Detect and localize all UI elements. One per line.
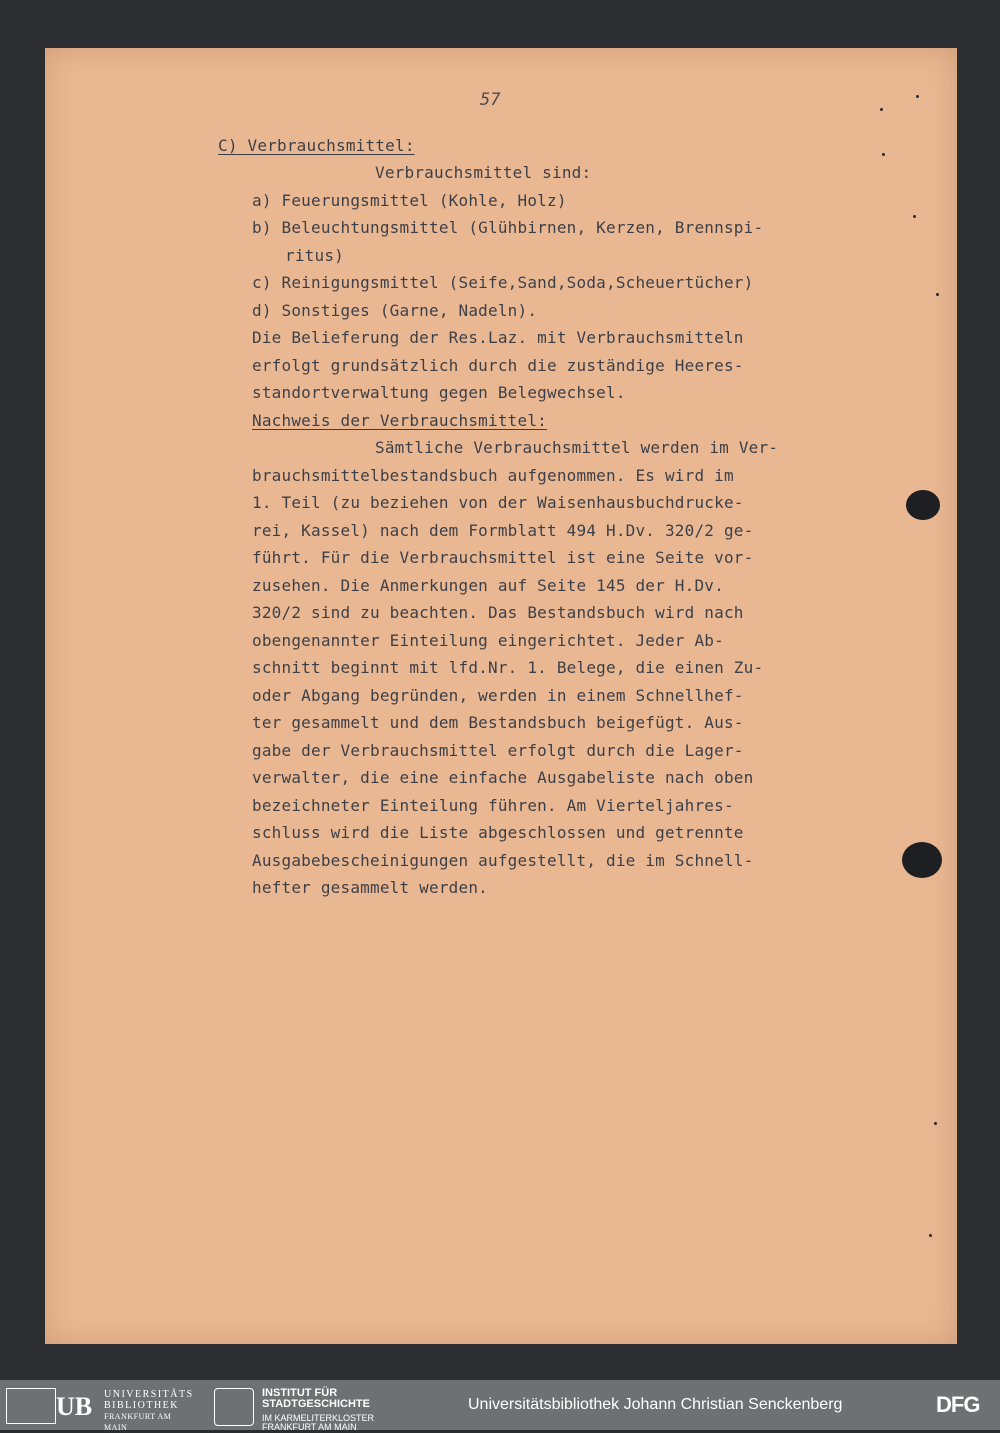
text-line: schnitt beginnt mit lfd.Nr. 1. Belege, die einen Zu- — [252, 658, 764, 677]
ub-logo[interactable] — [6, 1388, 196, 1432]
subsection-heading: Nachweis der Verbrauchsmittel: — [252, 411, 547, 430]
text-line: ter gesammelt und dem Bestandsbuch beigefügt. Aus- — [252, 713, 744, 732]
paper-speck — [880, 108, 883, 111]
text-line: 320/2 sind zu beachten. Das Bestandsbuch wird nach — [252, 603, 744, 622]
text-line: erfolgt grundsätzlich durch die zuständige Heeres- — [252, 356, 744, 375]
text-line: a) Feuerungsmittel (Kohle, Holz) — [252, 191, 567, 210]
arch-icon — [214, 1388, 254, 1426]
footer-title: Universitätsbibliothek Johann Christian Senckenberg — [468, 1396, 843, 1413]
text-line: rei, Kassel) nach dem Formblatt 494 H.Dv. 320/2 ge- — [252, 521, 754, 540]
text-line: ritus) — [285, 246, 344, 265]
text-line: Ausgabebescheinigungen aufgestellt, die im Schnell- — [252, 851, 754, 870]
punch-hole — [902, 842, 942, 878]
paper-speck — [882, 153, 885, 156]
ub-name — [104, 1389, 196, 1433]
text-line: verwalter, die eine einfache Ausgabeliste nach oben — [252, 768, 754, 787]
text-line: gabe der Verbrauchsmittel erfolgt durch die Lager- — [252, 741, 744, 760]
isg-line: IM KARMELITERKLOSTER — [262, 1413, 375, 1423]
paper-speck — [916, 95, 919, 98]
isg-line: INSTITUT FÜR — [262, 1387, 338, 1399]
isg-name — [262, 1388, 370, 1410]
portrait-icon — [6, 1388, 56, 1424]
text-line: b) Beleuchtungsmittel (Glühbirnen, Kerzen, Brennspi- — [252, 218, 764, 237]
text-line: hefter gesammelt werden. — [252, 878, 488, 897]
isg-logo[interactable] — [214, 1386, 414, 1432]
text-line: Die Belieferung der Res.Laz. mit Verbrauchsmitteln — [252, 328, 744, 347]
text-line: Sämtliche Verbrauchsmittel werden im Ver- — [375, 438, 779, 457]
text-line: standortverwaltung gegen Belegwechsel. — [252, 383, 626, 402]
ub-line: UNIVERSITÄTS — [104, 1389, 194, 1400]
ub-line: BIBLIOTHEK — [104, 1400, 179, 1411]
text-line: zusehen. Die Anmerkungen auf Seite 145 der H.Dv. — [252, 576, 724, 595]
text-line: führt. Für die Verbrauchsmittel ist eine Seite vor- — [252, 548, 754, 567]
punch-hole — [906, 490, 940, 520]
dfg-logo[interactable]: DFG — [936, 1392, 980, 1417]
isg-line: STADTGESCHICHTE — [262, 1398, 370, 1410]
text-line: 1. Teil (zu beziehen von der Waisenhausbuchdrucke- — [252, 493, 744, 512]
text-line: d) Sonstiges (Garne, Nadeln). — [252, 301, 538, 320]
text-line: obengenannter Einteilung eingerichtet. Jeder Ab- — [252, 631, 724, 650]
isg-line: FRANKFURT AM MAIN — [262, 1422, 357, 1432]
paper-speck — [934, 1122, 937, 1125]
paper-speck — [936, 293, 939, 296]
ub-letters: UB — [56, 1392, 93, 1421]
paper-speck — [929, 1234, 932, 1237]
paper-speck — [913, 215, 916, 218]
isg-subtitle — [262, 1414, 374, 1432]
ub-line: FRANKFURT AM MAIN — [104, 1412, 172, 1432]
text-line: bezeichneter Einteilung führen. Am Vierteljahres- — [252, 796, 734, 815]
text-line: schluss wird die Liste abgeschlossen und getrennte — [252, 823, 744, 842]
footer-bar — [0, 1380, 1000, 1430]
page-number: 57 — [480, 90, 501, 110]
text-line: brauchsmittelbestandsbuch aufgenommen. Es wird im — [252, 466, 734, 485]
text-line: Verbrauchsmittel sind: — [375, 163, 592, 182]
text-line: c) Reinigungsmittel (Seife,Sand,Soda,Scheuertücher) — [252, 273, 754, 292]
section-heading: C) Verbrauchsmittel: — [218, 136, 415, 155]
text-line: oder Abgang begründen, werden in einem Schnellhef- — [252, 686, 744, 705]
